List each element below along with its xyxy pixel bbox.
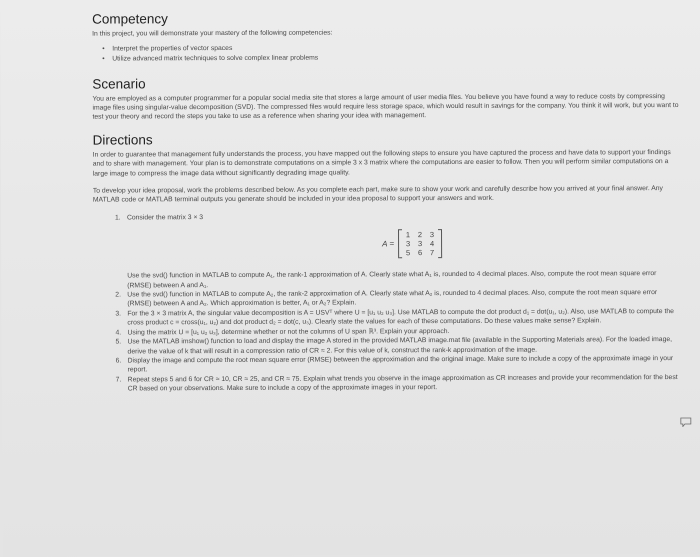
problem-item: 4. Using the matrix U = [u₁ u₂ u₃], determine whether or not the columns of U span ℝ³. Explain your approach. bbox=[115, 327, 450, 337]
matrix-cell: 2 bbox=[417, 230, 423, 240]
competency-list bbox=[92, 42, 680, 64]
list-item: • Interpret the properties of vector spaces bbox=[112, 42, 680, 54]
competency-section bbox=[92, 9, 680, 64]
scenario-section bbox=[92, 74, 680, 123]
matrix-cell: 4 bbox=[429, 239, 435, 249]
directions-section bbox=[93, 130, 682, 394]
problem-item: Use the svd() function in MATLAB to compute A₁, the rank-1 approximation of A. Clearly state what A₁ is, rounded to 4 decimal places. Also, compute the root mean square error (RMSE) between A and A₁. bbox=[127, 270, 657, 290]
problem-item: 7. Repeat steps 5 and 6 for CR ≈ 10, CR ≈ 25, and CR ≈ 75. Explain what trends you observe in the image approximation as CR increases and provide your recommendation for the best CR based on your observations. Make sure to include a copy of the approximate images in your report. bbox=[115, 373, 678, 393]
matrix-label: A = bbox=[382, 239, 395, 249]
problem-item: 3. For the 3 × 3 matrix A, the singular value decomposition is A = USVᵀ where U = [u₁ u₂ u₃]. Use MATLAB to compute the dot product d₁ = dot(u₁, u₂). Also, use MATLAB to compute the cross product c = cross(u₁, u₂) and dot product d₂ = dot(c, u₃). Clearly state the values for each of these computations. Do these values make sense? Explain. bbox=[115, 307, 674, 327]
matrix-cell: 1 bbox=[405, 230, 411, 240]
directions-heading: Directions bbox=[92, 132, 153, 148]
problem-item: 2. Use the svd() function in MATLAB to compute A₂, the rank-2 approximation of A. Clearly state what A₂ is, rounded to 4 decimal places. Also, compute the root mean square error (RMSE) between A and A₂. Which approximation is better, A₁ or A₂? Explain. bbox=[115, 289, 658, 308]
list-item: • Utilize advanced matrix techniques to solve complex linear problems bbox=[112, 52, 680, 64]
matrix-cell: 3 bbox=[417, 239, 423, 249]
directions-body-1: In order to guarantee that management fully understands the process, you have mapped out the following steps to ensure you have captured the process and have data to support your findings and to share with management. Your plan is to demonstrate computations on a simple 3 x 3 matrix where the computations are easier to follow. Then you will perform similar computations on a large image to compress the image data without significantly degrading image quality. bbox=[92, 148, 671, 178]
scenario-heading: Scenario bbox=[92, 75, 146, 92]
directions-body-2: To develop your idea proposal, work the problems described below. As you complete each part, make sure to show your work and carefully describe how you arrived at your final answer. Any MATLAB code or MATLAB terminal outputs you generate should be included in your idea proposal to support your answers and work. bbox=[92, 185, 663, 205]
competency-heading: Competency bbox=[92, 11, 168, 27]
matrix-cell: 7 bbox=[429, 248, 435, 258]
scenario-body: You are employed as a computer programmer for a popular social media site that stores a large amount of user media files. You believe you have found a way to reduce costs by compressing image files using singular-value decomposition (SVD). The compressed files would require less storage space, which would result in savings for the company. You think it will work, but you want to test your theory and record the steps you take to use as a reference when sharing your idea with management. bbox=[92, 92, 679, 122]
matrix-cell: 3 bbox=[405, 239, 411, 249]
problem-list bbox=[93, 211, 681, 223]
matrix-grid bbox=[398, 229, 442, 258]
problem-list-continued bbox=[93, 269, 682, 394]
problem-item: 5. Use the MATLAB imshow() function to load and display the image A stored in the provided MATLAB image.mat file (available in the Supporting Materials area). For the loaded image, derive the value of k that will result in a compression ratio of CR ≈ 2. For this value of k, construct the rank-k approximation of the image. bbox=[115, 336, 673, 355]
problem-item: 1. Consider the matrix 3 × 3 bbox=[114, 213, 204, 222]
matrix-display bbox=[93, 228, 681, 260]
problem-item: 6. Display the image and compute the root mean square error (RMSE) between the approximation and the original image. Make sure to include a copy of the approximate image in your report. bbox=[115, 354, 674, 374]
matrix-cell: 6 bbox=[417, 248, 423, 258]
matrix-cell: 3 bbox=[429, 230, 435, 240]
chat-bubble-icon bbox=[680, 417, 692, 427]
competency-intro: In this project, you will demonstrate your mastery of the following competencies: bbox=[92, 29, 333, 38]
matrix-cell: 5 bbox=[405, 248, 411, 258]
